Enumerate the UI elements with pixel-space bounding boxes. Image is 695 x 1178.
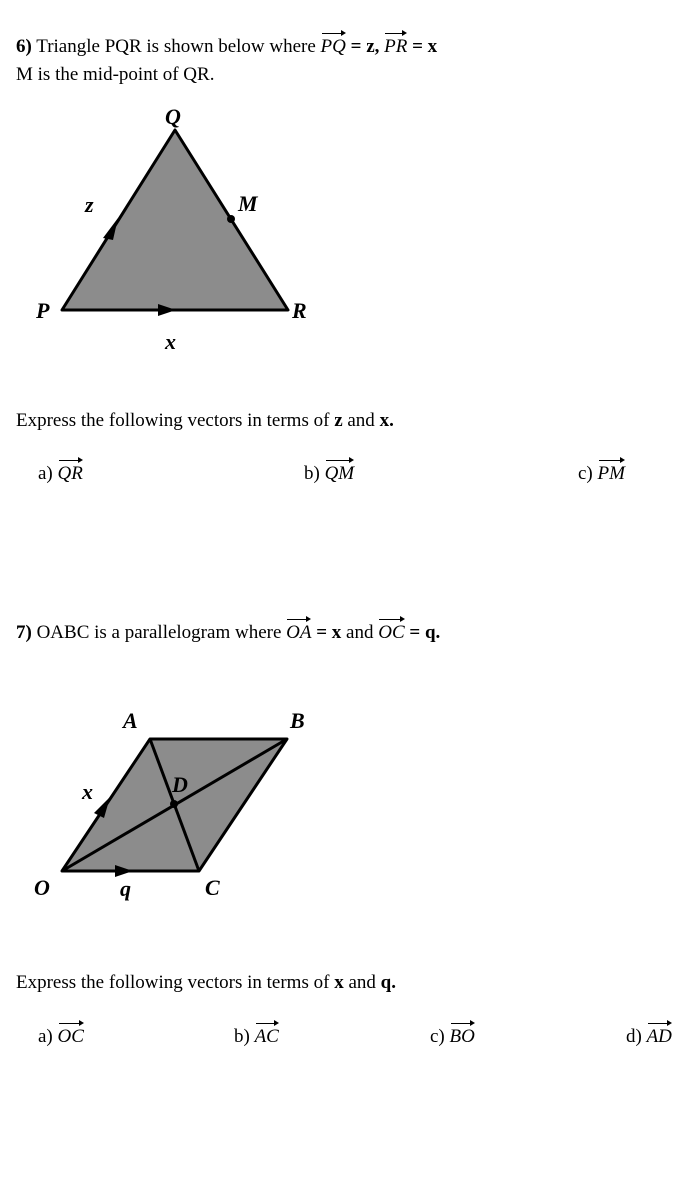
q6-part-a: a) QR [38, 459, 83, 485]
q7-part-b: b) AC [234, 1022, 279, 1048]
midpoint-m-dot [227, 215, 235, 223]
label-d: D [172, 772, 188, 797]
label-c: C [205, 875, 220, 900]
label-p: P [36, 298, 50, 323]
q7-intro: OABC is a parallelogram where [36, 622, 282, 643]
q6-part-c: c) PM [578, 459, 625, 485]
q7-part-a: a) OC [38, 1022, 84, 1048]
label-o: O [34, 875, 50, 900]
intersection-d-dot [170, 800, 178, 808]
q6-part-b: b) QM [304, 459, 354, 485]
label-x: x [165, 329, 176, 354]
label-b: B [290, 708, 305, 733]
label-a: A [123, 708, 138, 733]
q7-heading: 7) OABC is a parallelogram where OA = x and OC = q. [16, 618, 440, 644]
q6-midpoint-note: M is the mid-point of QR. [16, 64, 215, 85]
q7-instruction: Express the following vectors in terms of x and q. [16, 972, 396, 993]
q7-part-c: c) BO [430, 1022, 475, 1048]
q7-parallelogram-diagram [0, 700, 340, 905]
q7-vector-oa: OA [286, 618, 311, 644]
q6-triangle-diagram [0, 95, 340, 360]
label-z: z [85, 192, 94, 217]
q7-number: 7) [16, 622, 32, 643]
q7-part-d: d) AD [626, 1022, 672, 1048]
label-x: x [82, 779, 93, 804]
q6-eq-x: = x [412, 36, 438, 57]
label-r: R [292, 298, 307, 323]
label-q: Q [165, 104, 181, 129]
q6-heading [16, 32, 437, 58]
label-m: M [238, 191, 258, 216]
triangle-pqr [62, 130, 288, 310]
q7-and: and [346, 622, 374, 643]
q7-eq-x: = x [316, 622, 342, 643]
q6-vector-pq: PQ [321, 32, 346, 58]
label-q: q [120, 876, 131, 901]
q6-instruction: Express the following vectors in terms of z and x. [16, 410, 394, 431]
q6-eq-z: = z, [350, 36, 380, 57]
q7-vector-oc: OC [378, 618, 404, 644]
q6-vector-pr: PR [384, 32, 407, 58]
q7-eq-q: = q [409, 622, 436, 643]
q6-number: 6) [16, 36, 32, 57]
q6-intro: Triangle PQR is shown below where [36, 36, 316, 57]
